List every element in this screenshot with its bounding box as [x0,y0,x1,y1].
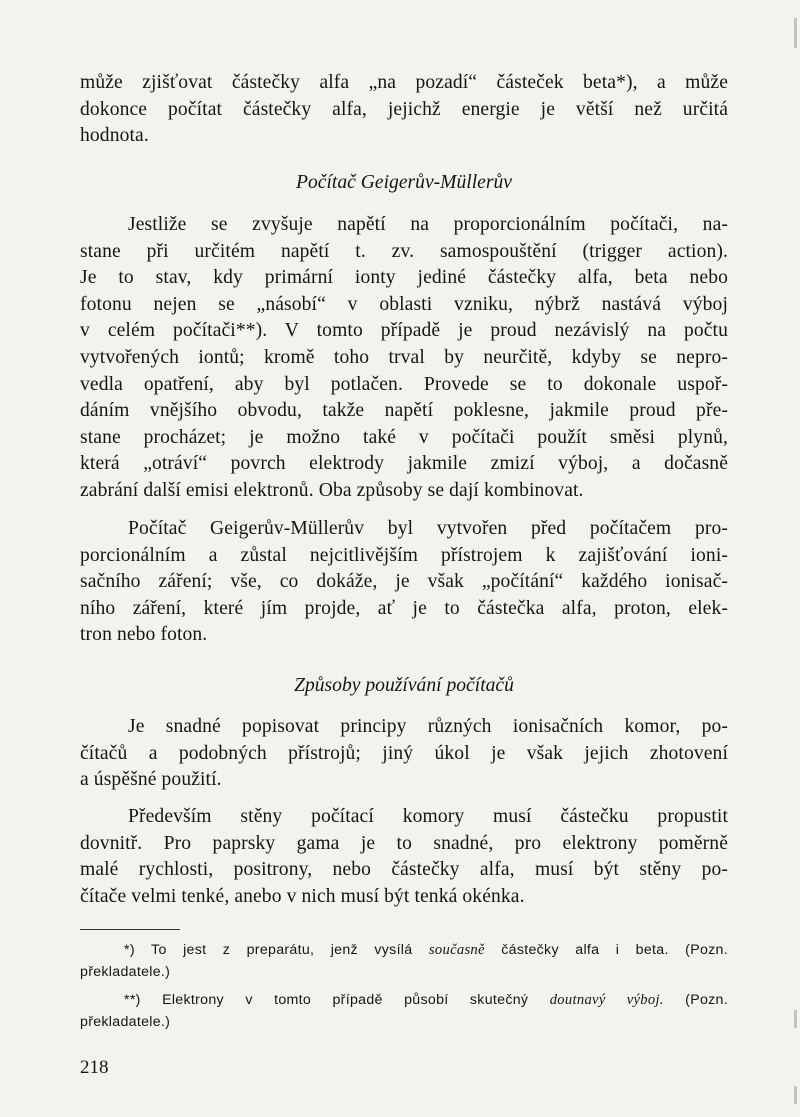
scan-edge-mark [794,1010,797,1028]
section-heading-usage: Způsoby používání počítačů [294,675,514,696]
text-line: dáním vnějšího obvodu, takže napětí poklesne, jakmile proud pře- [80,400,728,422]
footnote-text: Elektrony v tomto případě působí skutečný [162,992,529,1008]
footnotes [80,939,728,1033]
text-line: Především stěny počítací komory musí částečku propustit [128,806,728,827]
text-line: stane při určitém napětí t. zv. samospouštění (trigger action). [80,240,728,262]
footnote-2 [80,989,728,1033]
footnote-separator [80,929,180,930]
text-line: Je snadné popisovat principy různých ionisačních komor, po- [128,716,728,737]
footnote-line: překladatele.) [80,1014,171,1030]
text-line: která „otráví“ povrch elektrody jakmile zmizí výboj, a dočasně [80,453,728,475]
footnote-marker: *) [124,942,135,958]
text-line: tron nebo foton. [80,624,208,646]
section-1-paragraph-2 [80,516,728,649]
footnote-line: překladatele.) [80,964,171,980]
text-line: fotonu nejen se „násobí“ v oblasti vzniku, nýbrž nastává výboj [80,293,728,315]
intro-paragraph [80,70,728,150]
footnote-1 [80,939,728,983]
footnote-text: částečky alfa i beta. (Pozn. [501,942,728,958]
text-line: může zjišťovat částečky alfa „na pozadí“ částeček beta*), a může [80,72,728,93]
text-line: malé rychlosti, positrony, nebo částečky alfa, musí být stěny po- [80,859,728,881]
text-line: porcionálním a zůstal nejcitlivějším přístrojem k zajišťování ioni- [80,544,728,566]
text-line: vytvořených iontů; kromě toho trval by neurčitě, kdyby se nepro- [80,346,728,368]
section-2-paragraph-2 [80,804,728,910]
page-number: 218 [80,1057,109,1078]
text-line: stane procházet; je možno také v počítači použít směsi plynů, [80,426,728,448]
text-line: čítačů a podobných přístrojů; jiný úkol je však jejich zhotovení [80,742,728,764]
text-line: dokonce počítat částečky alfa, jejichž energie je větší než určitá [80,98,728,120]
text-line: hodnota. [80,125,149,147]
footnote-emphasis: současně [428,942,485,958]
section-2-paragraph-1 [80,714,728,794]
text-line: Počítač Geigerův-Müllerův byl vytvořen před počítačem pro- [128,518,728,539]
footnote-line [80,989,728,1011]
text-line: ního záření, které jím projde, ať je to částečka alfa, proton, elek- [80,597,728,619]
footnote-text: (Pozn. [685,992,728,1008]
text-line: Je to stav, kdy primární ionty jediné částečky alfa, beta nebo [80,267,728,289]
section-heading-geiger-muller: Počítač Geigerův-Müllerův [296,172,512,193]
footnote-marker: **) [124,992,141,1008]
footnote-emphasis: doutnavý výboj. [549,992,664,1008]
text-line: sačního záření; vše, co dokáže, je však „počítání“ každého ionisač- [80,571,728,593]
scan-edge-mark [794,18,797,48]
text-line: vedla opatření, aby byl potlačen. Provede se to dokonale uspoř- [80,373,728,395]
text-line: zabrání další emisi elektronů. Oba způsoby se dají kombinovat. [80,479,584,501]
text-line: Jestliže se zvyšuje napětí na proporcionálním počítači, na- [128,214,728,235]
section-1-paragraph-1 [80,212,728,505]
text-line: a úspěšné použití. [80,769,222,791]
text-line: v celém počítači**). V tomto případě je proud nezávislý na počtu [80,320,728,342]
footnote-text: To jest z preparátu, jenž vysílá [151,942,413,958]
text-line: dovnitř. Pro paprsky gama je to snadné, pro elektrony poměrně [80,832,728,854]
text-line: čítače velmi tenké, anebo v nich musí být tenká okénka. [80,885,525,907]
scan-edge-mark [794,1086,797,1104]
footnote-line [80,939,728,961]
